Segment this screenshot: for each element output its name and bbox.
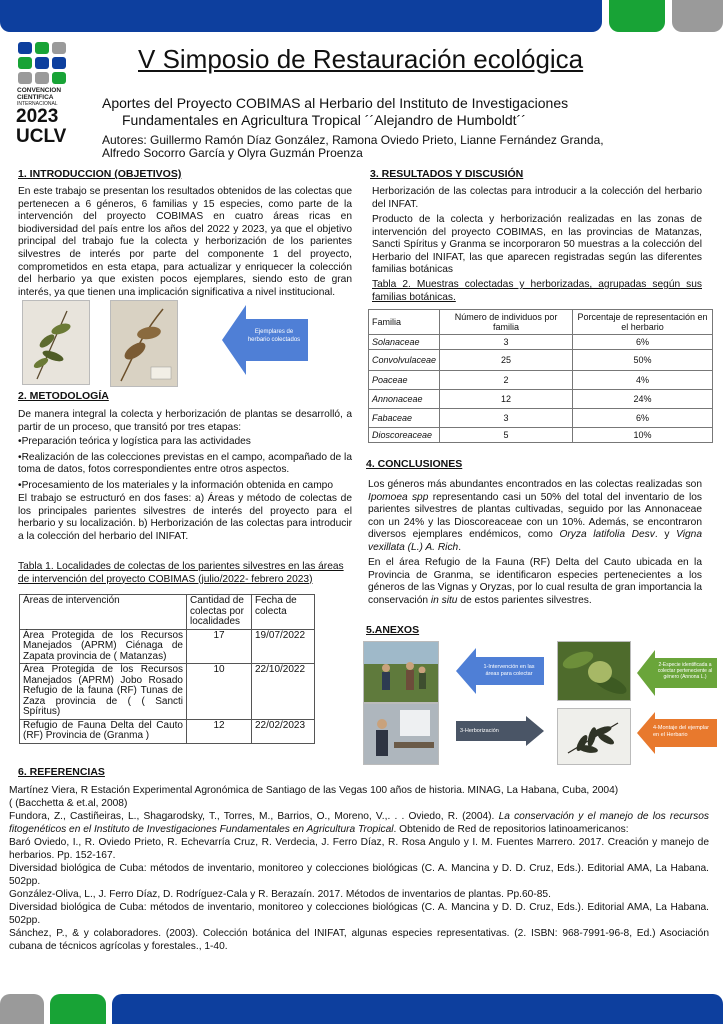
col-header-individuals: Número de individuos por familia (440, 310, 573, 335)
annex-arrow-4-label: 4-Montaje del ejemplar en el Herbario (653, 725, 709, 738)
cell-family: Dioscoreaceae (369, 428, 440, 443)
cell-percent: 10% (573, 428, 713, 443)
cell-family: Fabaceae (369, 409, 440, 428)
results-heading: 3. RESULTADOS Y DISCUSIÓN (370, 168, 524, 180)
col-header-count: Cantidad de colectas por localidades (187, 595, 252, 630)
annex-arrow-4 (637, 712, 717, 754)
cell-individuals: 3 (440, 409, 573, 428)
cell-date: 19/07/2022 (252, 629, 315, 664)
cell-individuals: 2 (440, 371, 573, 390)
conclusions-text-2c: de estos parientes silvestres. (457, 594, 592, 606)
conference-logo (14, 42, 74, 150)
annex-photo-mounted (557, 708, 631, 765)
cell-family: Poaceae (369, 371, 440, 390)
annex-photo-field (363, 641, 439, 703)
annex-arrow-3-label: 3-Herborización (460, 728, 499, 734)
results-text-2: Producto de la colecta y herborización realizadas en las zonas de intervención del proyecto COBIMAS, en las provincias de Matanzas, Sancti Spíritus y Granma se incorporaron 50 muestras a la colección del Herbario del INIFAT, las que aparecen registradas según las diferentes familias botánicas (372, 214, 702, 276)
logo-mark (18, 42, 66, 84)
table-row (20, 629, 315, 664)
intro-heading: 1. INTRODUCCION (OBJETIVOS) (18, 168, 182, 180)
intro-text: En este trabajo se presentan los resultados obtenidos de las colectas que pertenecen a 6 géneros, 6 familias y 15 especies, como parte de la intervención del proyecto COBIMAS en cuatro áreas ricas en biodiversidad del país entre los años del 2022 y 2023, ya que el objetivo principal del trabajo fue la colecta y herborización de los parientes silvestres de interés por parte del componente 1 del proyecto, comprometidos en esta etapa, para actualizar y enriquecer la colección del herbario ya que existen pocos ejemplares, siendo esto de gran interés, ya que tienen una implicación significativa a nivel institucional. (18, 186, 352, 298)
authors-line2: Alfredo Socorro García y Olyra Guzmán Proenza (102, 146, 363, 160)
conclusions-text-1g: . (458, 541, 462, 553)
cell-family: Solanaceae (369, 335, 440, 350)
table-row (369, 335, 713, 350)
table-row (20, 664, 315, 720)
table-row (369, 428, 713, 443)
logo-line1: CONVENCION (17, 87, 62, 94)
cell-family: Convolvulaceae (369, 350, 440, 371)
herbarium-photo-2 (110, 300, 178, 387)
bottom-bar-blue (112, 994, 723, 1024)
cell-percent: 4% (573, 371, 713, 390)
cell-percent: 6% (573, 335, 713, 350)
conclusions-text-1 (368, 479, 702, 555)
reference-item: Martínez Viera, R Estación Experimental Agronómica de Santiago de las Vegas 100 años de historia. MINAG, La Habana, Cuba, 2004) (9, 785, 619, 796)
conclusions-text-1c: representando casi un 50% del total del inventario de los parientes silvestres de plantas cultivadas, seguido por las Annonaceae con un 24% y las Dioscoreaceae con un 10%. Además, se encontraron diversos ejemplares endémicos, como (368, 491, 702, 541)
table-row (369, 390, 713, 409)
cell-individuals: 12 (440, 390, 573, 409)
specimens-arrow-label: Ejemplares de herbario colectados (247, 329, 301, 343)
logo-year: 2023 (16, 106, 59, 127)
people-field-icon (364, 642, 438, 702)
mounted-leaf-icon (558, 709, 630, 764)
cell-count: 10 (187, 664, 252, 720)
cell-area: Área Protegida de los Recursos Manejados (APRM) Ciénaga de Zapata provincia de ( Matanzas) (20, 629, 187, 664)
table-row (20, 719, 315, 743)
cell-date: 22/02/2023 (252, 719, 315, 743)
conclusions-text-1a: Los géneros más abundantes encontrados en las colectas realizadas son (368, 479, 702, 490)
annex-arrow-2-label: 2-Especie identificada a colectar perteneciente al género (Annona L.) (657, 662, 713, 680)
col-header-percent: Porcentaje de representación en el herbario (573, 310, 713, 335)
logo-line2: CIENTIFICA (17, 94, 54, 101)
method-phases: El trabajo se estructuró en dos fases: a) Áreas y método de colectas de los principales parientes silvestres de interés del proyecto para el herbario y su localización. b) Herborización de las colectas para introducir a la colección del herbario del INIFAT. (18, 493, 352, 542)
reference-item: ( (Bacchetta & et.al, 2008) (9, 798, 128, 809)
table-header-row (369, 310, 713, 335)
cell-percent: 50% (573, 350, 713, 371)
reference-item: González-Oliva, L., J. Ferro Díaz, D. Rodríguez-Cala y R. Berazaín. 2017. Métodos de inventarios de plantas. Pp.60-85. (9, 889, 551, 900)
in-situ: in situ (430, 594, 458, 606)
col-header-area: Áreas de intervención (20, 595, 187, 630)
reference-item: Diversidad biológica de Cuba: métodos de inventario, monitoreo y colecciones biológicas (C. A. Mancina y D. D. Cruz, Eds.). Editorial AMA, La Habana. 502pp. (9, 863, 709, 887)
genus-ipomoea: Ipomoea spp (368, 491, 429, 503)
annex-arrow-1-label: 1-Intervención en las áreas para colectar (483, 664, 535, 677)
cell-percent: 24% (573, 390, 713, 409)
method-intro: De manera integral la colecta y herborización de plantas se desarrolló, a partir de un proceso, que transitó por tres etapas: (18, 409, 352, 433)
col-header-date: Fecha de colecta (252, 595, 315, 630)
annexes-heading: 5.ANEXOS (366, 624, 420, 636)
species-oryza: Oryza latifolia Desv (559, 529, 655, 541)
method-item-1: •Preparación teórica y logística para las actividades (18, 436, 251, 447)
reference-item (9, 810, 709, 836)
reference-fundora-c: . Obtenido de Red de repositorios latinoamericanos: (393, 824, 629, 835)
annex-arrow-3 (456, 716, 544, 746)
reference-item: Diversidad biológica de Cuba: métodos de inventario, monitoreo y colecciones biológicas (C. A. Mancina y D. D. Cruz, Eds.). Editorial AMA, La Habana. 502pp. (9, 902, 709, 926)
top-bar-gray (672, 0, 723, 32)
logo-line3: INTERNACIONAL (17, 101, 58, 107)
leaf-specimen-icon (23, 301, 89, 384)
annex-photo-herbarium (363, 703, 439, 765)
annex-photo-annona (557, 641, 631, 701)
reference-fundora-a: Fundora, Z., Castiñeiras, L., Shagarodsky, T., Torres, M., Barrios, O., Moreno, V.,. . . Oviedo, R. (2004). (9, 811, 499, 822)
table2-caption: Tabla 2. Muestras colectadas y herborizadas, agrupadas según sus familias botánicas. (372, 279, 702, 303)
table-row (369, 371, 713, 390)
table-row (369, 350, 713, 371)
references-heading: 6. REFERENCIAS (18, 766, 105, 778)
cell-count: 12 (187, 719, 252, 743)
annex-arrow-2 (637, 650, 717, 696)
reference-item: Sánchez, P., & y colaboradores. (2003). Colección botánica del INIFAT, algunas especies representativas. (2. ISBN: 968-7991-96-8, Ed.) Asociación cubana de técnicos agrícolas y forestales., 1-40. (9, 928, 709, 952)
table1-caption: Tabla 1. Localidades de colectas de los parientes silvestres en las áreas de intervención del proyecto COBIMAS (julio/2022- febrero 2023) (18, 561, 344, 585)
cell-individuals: 3 (440, 335, 573, 350)
cell-area: Refugio de Fauna Delta del Cauto (RF) Provincia de (Granma ) (20, 719, 187, 743)
cell-individuals: 5 (440, 428, 573, 443)
table-row (369, 409, 713, 428)
method-item-3: •Procesamiento de los materiales y la información obtenida en campo (18, 479, 334, 491)
conclusions-text-1e: . y (654, 529, 677, 541)
species-vigna: Vigna vexillata (L.) A. Rich (368, 529, 702, 553)
herbarium-photo-1 (22, 300, 90, 385)
leaf-specimen-icon (111, 301, 177, 386)
people-lab-icon (364, 704, 438, 764)
table-localities (19, 594, 315, 744)
cell-area: Área Protegida de los Recursos Manejados (APRM) Jobo Rosado Refugio de la fauna (RF) Tunas de Zaza provincia de ( ( Sancti Spíritus) (20, 664, 187, 720)
subtitle-line2: Fundamentales en Agricultura Tropical ´´Alejandro de Humboldt´´ (122, 112, 526, 128)
bottom-bar-gray (0, 994, 44, 1024)
subtitle-line1: Aportes del Proyecto COBIMAS al Herbario del Instituto de Investigaciones (102, 95, 569, 111)
method-list (18, 436, 352, 492)
results-text-1: Herborización de las colectas para introducir a la colección del herbario del INFAT. (372, 186, 702, 210)
fruit-icon (558, 642, 630, 700)
conclusions-heading: 4. CONCLUSIONES (366, 458, 463, 470)
conclusions-text-2 (368, 557, 702, 607)
top-bar-blue (0, 0, 602, 32)
authors-line1: Autores: Guillermo Ramón Díaz González, Ramona Oviedo Prieto, Lianne Fernández Granda, (102, 133, 604, 147)
method-heading: 2. METODOLOGÍA (18, 390, 109, 402)
bottom-bar-green (50, 994, 106, 1024)
cell-date: 22/10/2022 (252, 664, 315, 720)
method-item-2: •Realización de las colecciones previstas en el campo, acompañado de la toma de datos, fotos correspondientes entre otros aspectos. (18, 451, 352, 476)
conclusions-text-2a: En el área Refugio de la Fauna (RF) Delta del Cauto ubicada en la Provincia de Granma, se identificaron especies pertenecientes a los géneros de las Vignas y Oryzas, por lo cual resulta de gran importancia la conservación (368, 557, 702, 606)
logo-org: UCLV (16, 126, 67, 147)
annex-arrow-1 (456, 648, 544, 694)
cell-percent: 6% (573, 409, 713, 428)
col-header-family: Familia (369, 310, 440, 335)
page-title: V Simposio de Restauración ecológica (138, 44, 584, 74)
reference-item: Baró Oviedo, I., R. Oviedo Prieto, R. Echevarría Cruz, R. Verdecia, J. Ferro Díaz, R. Rosa Angulo y I. M. Fuentes Marrero. 2017. Creación y manejo de herbarios. Pp. 152-167. (9, 837, 709, 861)
references-list (9, 784, 709, 953)
cell-count: 17 (187, 629, 252, 664)
table-header-row (20, 595, 315, 630)
top-bar-green (609, 0, 665, 32)
table-families (368, 309, 713, 443)
cell-individuals: 25 (440, 350, 573, 371)
reference-fundora-title: La conservación y el manejo de los recursos fitogenéticos en el Instituto de Investigaciones Fundamentales en Agricultura Tropical (9, 811, 709, 835)
cell-family: Annonaceae (369, 390, 440, 409)
specimens-arrow (222, 305, 308, 375)
